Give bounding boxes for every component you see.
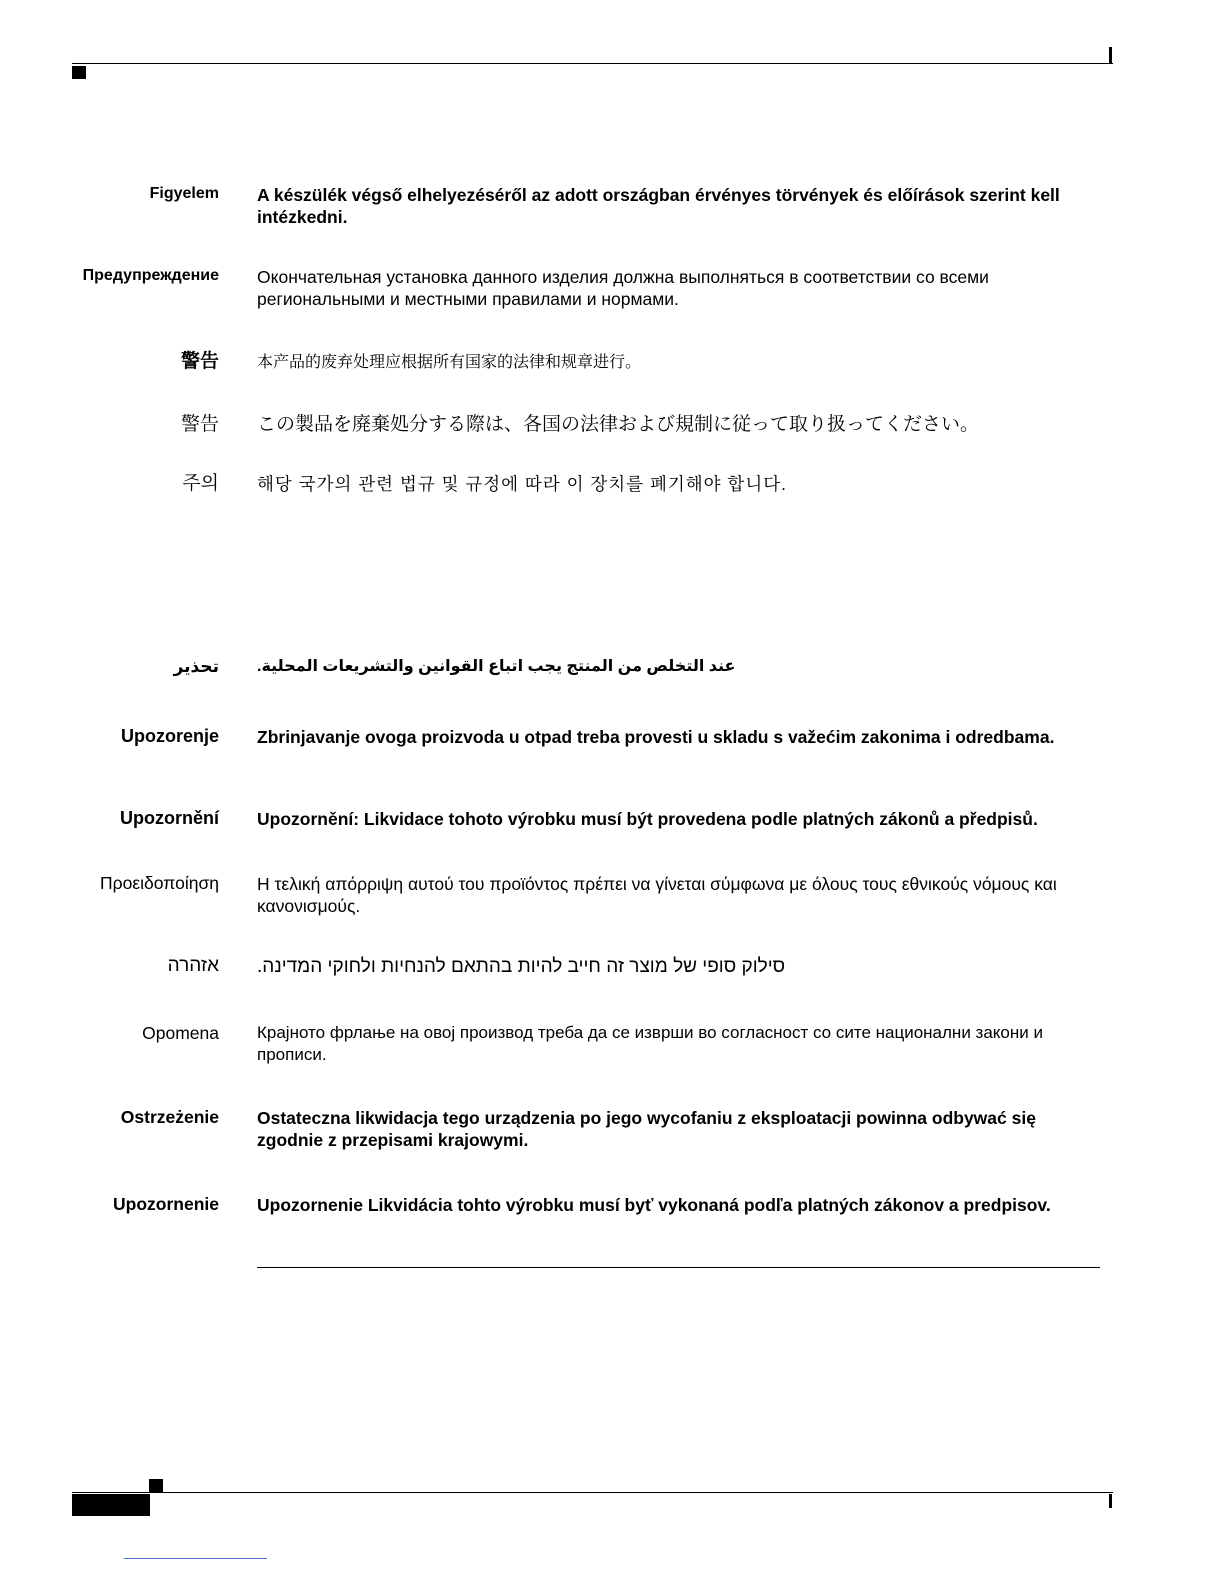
warning-text: Крајното фрлање на овој производ треба да се изврши во согласност со сите национални закони и прописи. <box>257 1023 1043 1064</box>
footer-page-tab <box>72 1494 150 1516</box>
footer-rule <box>72 1492 1113 1493</box>
warning-text: 해당 국가의 관련 법규 및 규정에 따라 이 장치를 폐기해야 합니다. <box>257 474 788 494</box>
warning-label: Προειδοποίηση <box>100 873 219 893</box>
warning-text: Η τελική απόρριψη αυτού του προϊόντος πρέπει να γίνεται σύμφωνα με όλους τους εθνικούς νόμους και κανονισμούς. <box>257 874 1057 916</box>
header-rule <box>72 63 1113 64</box>
header-square-marker <box>72 66 86 79</box>
footer-tick-mark <box>1109 1494 1112 1508</box>
warning-text: סילוק סופי של מוצר זה חייב להיות בהתאם להנחיות ולחוקי המדינה. <box>257 956 786 977</box>
warning-label: Upozorenje <box>120 726 219 746</box>
section-end-rule <box>257 1267 1100 1268</box>
warning-label: Предупреждение <box>82 267 219 284</box>
warning-label: אזהרה <box>167 955 219 976</box>
warning-text: عند التخلص من المنتج يجب اتباع القوانين والتشريعات المحلية. <box>257 658 736 675</box>
warning-text: 本产品的废弃处理应根据所有国家的法律和规章进行。 <box>257 354 642 371</box>
warning-label: تحذير <box>173 657 219 676</box>
warning-text: この製品を廃棄処分する際は、各国の法律および規制に従って取り扱ってください。 <box>257 414 980 435</box>
warning-label: 警告 <box>180 351 219 372</box>
warning-text: Upozornění: Likvidace tohoto výrobku musí být provedena podle platných zákonů a předpisů. <box>257 809 1038 829</box>
header-tick-mark <box>1109 47 1112 64</box>
warning-label: 주의 <box>182 473 219 494</box>
warning-text: Upozornenie Likvidácia tohto výrobku musí byť vykonaná podľa platných zákonov a predpisov. <box>257 1195 1051 1215</box>
warning-label: 警告 <box>180 414 219 435</box>
warning-label: Upozornění <box>120 808 219 828</box>
warning-label: Opomena <box>142 1023 219 1043</box>
footer-link-underline[interactable] <box>124 1558 267 1559</box>
warning-text: Окончательная установка данного изделия должна выполняться в соответствии со всеми региональными и местными правилами и нормами. <box>257 267 989 309</box>
footer-notch-marker <box>149 1479 163 1493</box>
warning-text: Zbrinjavanje ovoga proizvoda u otpad treba provesti u skladu s važećim zakonima i odredbama. <box>257 727 1055 747</box>
warning-label: Upozornenie <box>113 1194 219 1214</box>
warning-label: Figyelem <box>149 185 219 202</box>
warning-label: Ostrzeżenie <box>120 1107 219 1127</box>
warning-text: Ostateczna likwidacja tego urządzenia po jego wycofaniu z eksploatacji powinna odbywać się zgodnie z przepisami krajowymi. <box>257 1108 1036 1150</box>
warning-text: A készülék végső elhelyezéséről az adott országban érvényes törvények és előírások szerint kell intézkedni. <box>257 185 1060 227</box>
